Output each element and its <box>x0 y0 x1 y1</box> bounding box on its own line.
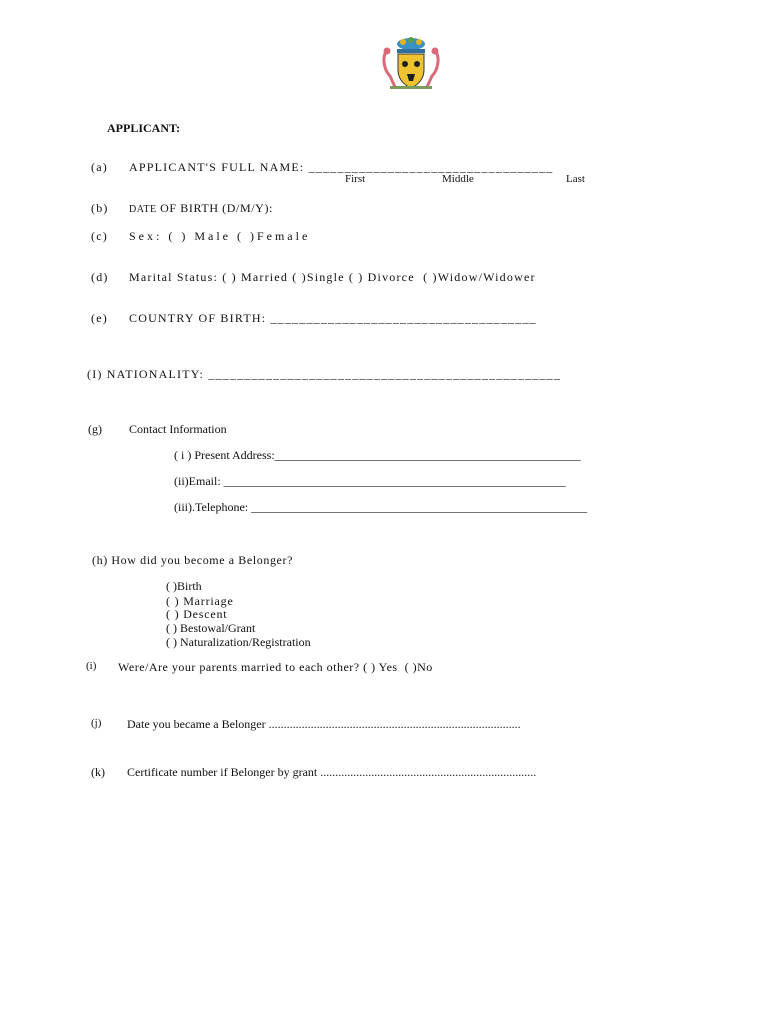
item-a-marker: (a) <box>91 160 108 174</box>
item-b-marker: (b) <box>91 201 109 215</box>
belonger-option-birth[interactable]: ( )Birth <box>166 579 202 593</box>
date-of-birth-field[interactable] <box>129 201 273 216</box>
belonger-option-grant[interactable]: ( ) Bestowal/Grant <box>166 621 256 635</box>
item-e-marker: (e) <box>91 311 108 325</box>
present-address-field[interactable]: ( i ) Present Address:___________________________________________________ <box>174 448 581 462</box>
item-k-marker: (k) <box>91 765 105 779</box>
date-became-belonger-field[interactable]: Date you became a Belonger .................................................................................... <box>127 717 521 731</box>
contact-information-label: Contact Information <box>129 422 227 436</box>
full-name-label: APPLICANT'S FULL NAME: <box>129 160 309 174</box>
belonger-question: (h) How did you become a Belonger? <box>92 553 294 567</box>
country-of-birth-blank: _____________________________________ <box>270 311 537 325</box>
applicant-heading: APPLICANT: <box>107 121 181 135</box>
country-of-birth-field[interactable] <box>129 311 537 326</box>
nationality-field[interactable]: (I) NATIONALITY: _________________________________________________ <box>87 367 562 381</box>
full-name-blank: __________________________________ <box>308 160 554 174</box>
belonger-option-marriage[interactable]: ( ) Marriage <box>166 594 234 608</box>
belonger-option-naturalization[interactable]: ( ) Naturalization/Registration <box>166 635 311 649</box>
name-sub-first: First <box>345 173 366 185</box>
name-sub-middle: Middle <box>442 173 474 185</box>
parents-married-question[interactable]: Were/Are your parents married to each other? ( ) Yes ( )No <box>118 660 433 674</box>
belonger-option-descent[interactable]: ( ) Descent <box>166 607 228 621</box>
item-c-marker: (c) <box>91 229 108 243</box>
coat-of-arms-icon <box>380 36 442 90</box>
item-g-marker: (g) <box>88 422 102 436</box>
item-i-marker: (i) <box>86 660 97 672</box>
telephone-field[interactable]: (iii).Telephone: ________________________________________________________ <box>174 500 588 514</box>
dob-label-part1: DATE <box>129 204 157 215</box>
item-j-marker: (j) <box>91 717 102 729</box>
full-name-field[interactable] <box>129 160 553 175</box>
name-sub-last: Last <box>566 173 585 185</box>
sex-options[interactable]: Sex: ( ) Male ( )Female <box>129 229 311 243</box>
dob-label-part2: OF BIRTH (D/M/Y): <box>156 201 273 215</box>
email-field[interactable]: (ii)Email: _________________________________________________________ <box>174 474 566 488</box>
certificate-number-field[interactable]: Certificate number if Belonger by grant ........................................................................ <box>127 765 537 779</box>
marital-status-options[interactable]: Marital Status: ( ) Married ( )Single ( ) Divorce ( )Widow/Widower <box>129 270 536 284</box>
item-d-marker: (d) <box>91 270 109 284</box>
country-of-birth-label: COUNTRY OF BIRTH: <box>129 311 271 325</box>
